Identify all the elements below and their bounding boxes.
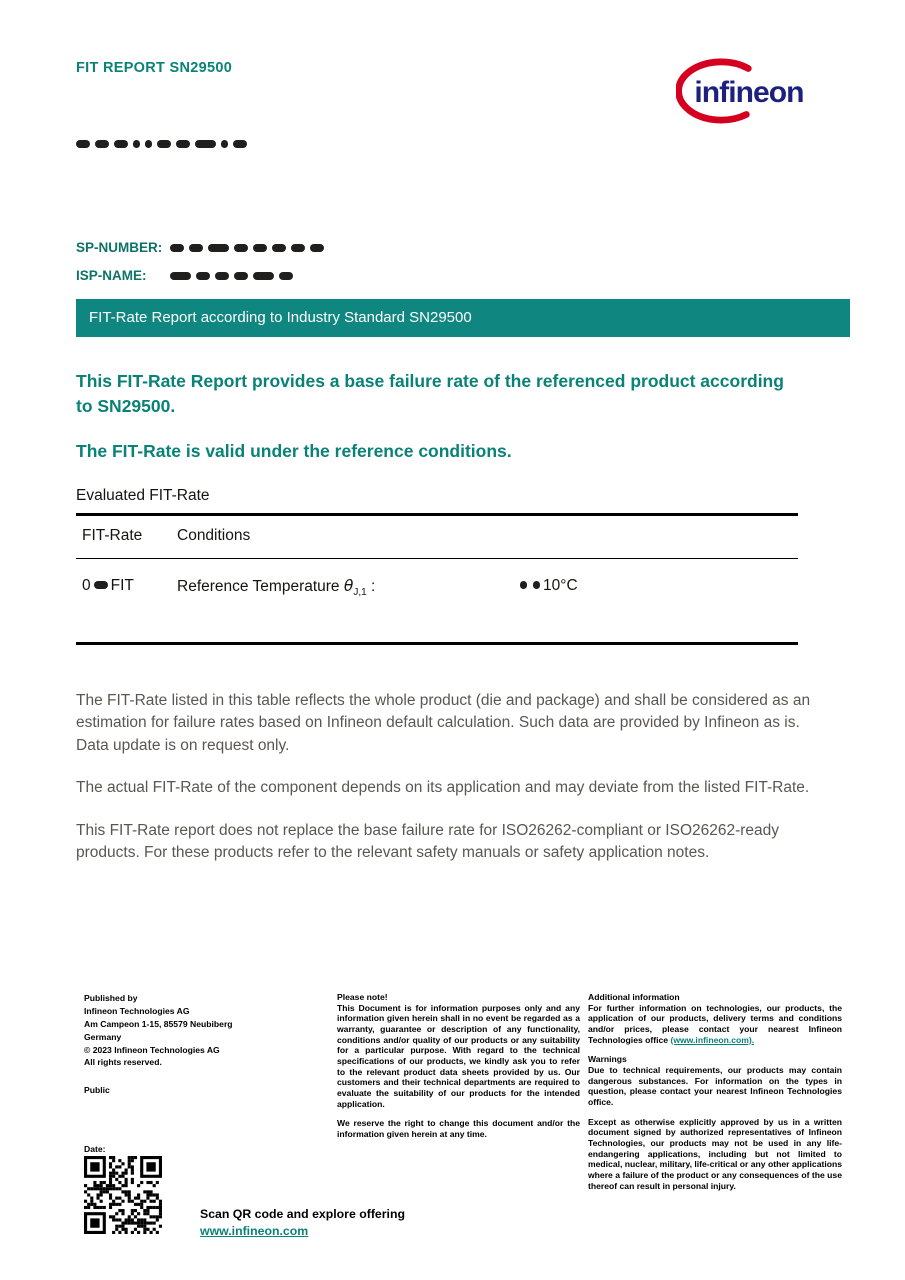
intro-heading-2: The FIT-Rate is valid under the reference conditions. — [76, 441, 512, 461]
redaction-bar — [170, 272, 191, 280]
disclaimer-paragraphs — [76, 690, 821, 885]
sp-number-value-redacted — [170, 243, 329, 253]
infineon-office-link[interactable]: (www.infineon.com). — [670, 1034, 755, 1045]
standard-banner: FIT-Rate Report according to Industry Standard SN29500 — [76, 299, 850, 337]
redaction-bar — [234, 272, 248, 280]
redaction-bar — [310, 244, 324, 252]
redaction-bar — [195, 140, 216, 148]
copyright-line: © 2023 Infineon Technologies AG — [84, 1044, 220, 1055]
rights-line: All rights reserved. — [84, 1057, 162, 1068]
fit-rate-redaction — [91, 577, 111, 594]
redaction-bar — [94, 581, 108, 589]
warnings-title: Warnings — [588, 1054, 627, 1065]
redaction-bar — [272, 244, 286, 252]
additional-info-body — [588, 1003, 842, 1046]
column-header-fit-rate: FIT-Rate — [82, 527, 143, 544]
fit-rate-value — [82, 577, 134, 594]
qr-code — [84, 1156, 162, 1234]
published-by-title: Published by — [84, 993, 138, 1003]
table-data-row — [76, 559, 798, 642]
infineon-website-link[interactable]: www.infineon.com — [200, 1224, 309, 1238]
fit-rate-prefix: 0 — [82, 577, 91, 594]
redaction-bar — [233, 140, 247, 148]
intro-heading-1: This FIT-Rate Report provides a base failure rate of the referenced product according to SN29500. — [76, 371, 784, 416]
redaction-bar — [170, 244, 184, 252]
date-label: Date: — [84, 1144, 106, 1154]
publisher-name: Infineon Technologies AG — [84, 1005, 190, 1016]
condition-value — [517, 577, 578, 595]
additional-info-text: For further information on technologies, our products, the application of our products, delivery terms and conditions and/or prices, please contact your nearest Infineon Technologies office — [588, 1002, 842, 1045]
table-title: Evaluated FIT-Rate — [76, 487, 210, 504]
condition-label-text: Reference Temperature — [177, 578, 340, 595]
qr-caption: Scan QR code and explore offering — [200, 1207, 405, 1221]
paragraph-iso26262: This FIT-Rate report does not replace the base failure rate for ISO26262-compliant or ISO26262-ready products. For these products refer to the relevant safety manuals or safety application notes. — [76, 821, 780, 862]
theta-symbol: $\theta_{J,1}$ — [343, 577, 367, 599]
warnings-body-life-endangering: Except as otherwise explicitly approved by us in a written document signed by authorized representatives of Infineon Technologies, our products may not be used in any life-endangering applications, including but not limited to medical, nuclear, military, life-critical or any other applications where a failure of the product or any consequences of the use thereof can result in personal injury. — [588, 1116, 842, 1191]
publisher-country: Germany — [84, 1031, 122, 1042]
doc-title: FIT REPORT SN29500 — [76, 60, 233, 76]
condition-colon: : — [371, 578, 376, 595]
redaction-bar — [133, 140, 140, 148]
redaction-bar — [221, 140, 228, 148]
redaction-bar — [196, 272, 210, 280]
isp-name-label: ISP-NAME: — [76, 268, 147, 283]
redaction-bar — [533, 581, 540, 589]
fit-rate-table — [76, 487, 798, 645]
column-header-conditions: Conditions — [177, 527, 251, 544]
redaction-bar — [208, 244, 229, 252]
redaction-bar — [215, 272, 229, 280]
redaction-bar — [189, 244, 203, 252]
please-note-block — [337, 992, 580, 1149]
additional-info-block — [588, 992, 842, 1200]
classification-label: Public — [84, 1085, 110, 1096]
temperature-redaction — [517, 577, 543, 594]
redaction-bar — [157, 140, 171, 148]
paragraph-application: The actual FIT-Rate of the component depends on its application and may deviate from the listed FIT-Rate. — [76, 779, 810, 797]
redaction-bar — [234, 244, 248, 252]
redaction-bar — [291, 244, 305, 252]
redaction-bar — [95, 140, 109, 148]
redaction-bar — [279, 272, 293, 280]
redaction-bar — [114, 140, 128, 148]
product-name-redacted — [76, 139, 252, 149]
isp-name-value-redacted — [170, 271, 298, 281]
reserve-right-note: We reserve the right to change this document and/or the information given herein at any time. — [337, 1118, 580, 1139]
redaction-bar — [520, 581, 527, 589]
warnings-body-substances: Due to technical requirements, our products may contain dangerous substances. For information on the types in question, please contact your nearest Infineon Technologies office. — [588, 1064, 842, 1107]
redaction-bar — [76, 140, 90, 148]
sp-number-label: SP-NUMBER: — [76, 240, 163, 255]
table-header-row — [76, 516, 798, 558]
redaction-bar — [145, 140, 152, 148]
additional-info-title: Additional information — [588, 992, 680, 1002]
temperature-value: 10°C — [543, 577, 578, 594]
logo-text: infineon — [694, 75, 804, 109]
table-rule-bottom — [76, 642, 798, 645]
redaction-bar — [253, 244, 267, 252]
fit-rate-unit: FIT — [110, 577, 134, 594]
condition-label — [177, 577, 375, 598]
paragraph-estimation: The FIT-Rate listed in this table reflects the whole product (die and package) and shall be considered as an estimation for failure rates based on Infineon default calculation. Such data are provided by Infineon as is. Data update is on request only. — [76, 692, 811, 754]
published-by-block — [84, 992, 302, 1097]
publisher-address: Am Campeon 1-15, 85579 Neubiberg — [84, 1018, 233, 1029]
please-note-body: This Document is for information purposes only and any information given herein shall in no event be regarded as a warranty, guarantee or description of any functionality, conditions and/or quality of our products or any suitability for a particular purpose. With regard to the technical specifications of our products, we kindly ask you to refer to the relevant product data sheets provided by us. Our customers and their technical departments are required to evaluate the suitability of our products for the intended application. — [337, 1002, 580, 1109]
redaction-bar — [253, 272, 274, 280]
redaction-bar — [176, 140, 190, 148]
please-note-title: Please note! — [337, 992, 388, 1002]
infineon-logo — [676, 52, 836, 130]
